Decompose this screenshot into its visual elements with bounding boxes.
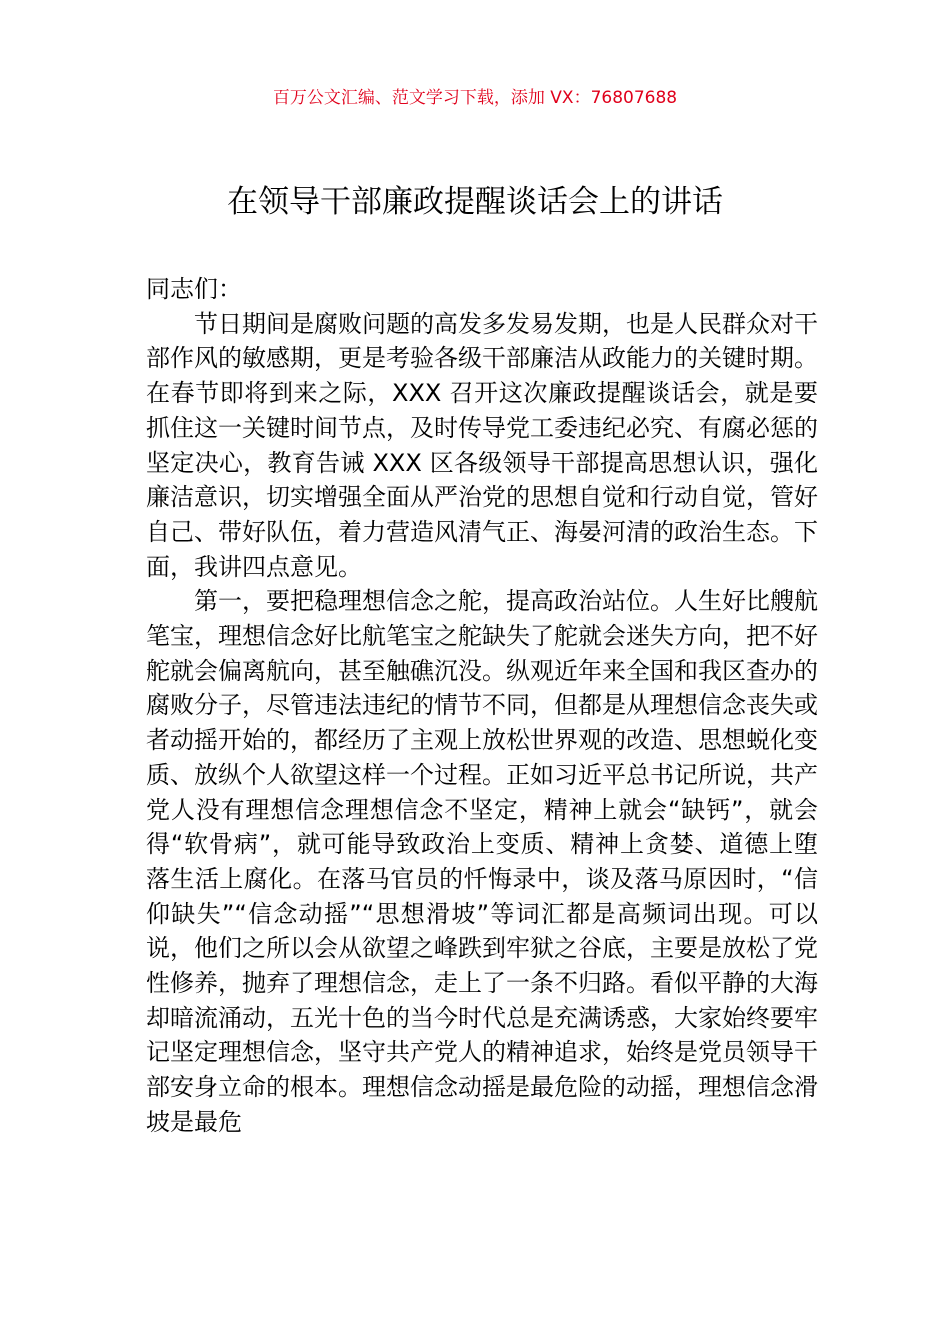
document-body: [146, 272, 818, 1140]
paragraph: 第一，要把稳理想信念之舵，提高政治站位。人生好比艘航笔宝，理想信念好比航笔宝之舵缺失了舵就会迷失方向，把不好舵就会偏离航向，甚至触礁沉没。纵观近年来全国和我区查办的腐败分子，尽管违法违纪的情节不同，但都是从理想信念丧失或者动摇开始的，都经历了主观上放松世界观的改造、思想蜕化变质、放纵个人欲望这样一个过程。正如习近平总书记所说，共产党人没有理想信念理想信念不坚定，精神上就会“缺钙”，就会得“软骨病”，就可能导致政治上变质、精神上贪婪、道德上堕落生活上腐化。在落马官员的忏悔录中，谈及落马原因时，“信仰缺失”“信念动摇”“思想滑坡”等词汇都是高频词出现。可以说，他们之所以会从欲望之峰跌到牢狱之谷底，主要是放松了党性修养，抛弃了理想信念，走上了一条不归路。看似平静的大海却暗流涌动，五光十色的当今时代总是充满诱惑，大家始终要牢记坚定理想信念，坚守共产党人的精神追求，始终是党员领导干部安身立命的根本。理想信念动摇是最危险的动摇，理想信念滑坡是最危: [146, 587, 818, 1136]
paragraph: 节日期间是腐败问题的高发多发易发期，也是人民群众对干部作风的敏感期，更是考验各级干部廉洁从政能力的关键时期。在春节即将到来之际，XXX 召开这次廉政提醒谈话会，就是要抓住这一关键时间节点，及时传导党工委违纪必究、有腐必惩的坚定决心，教育告诫 XXX 区各级领导干部提高思想认识，强化廉洁意识，切实增强全面从严治党的思想自觉和行动自觉，管好自己、带好队伍，着力营造风清气正、海晏河清的政治生态。下面，我讲四点意见。: [146, 309, 818, 581]
watermark-banner: 百万公文汇编、范文学习下载，添加 VX：76807688: [272, 88, 678, 108]
page-title: 在领导干部廉政提醒谈话会上的讲话: [227, 184, 723, 220]
salutation: 同志们：: [146, 275, 242, 303]
